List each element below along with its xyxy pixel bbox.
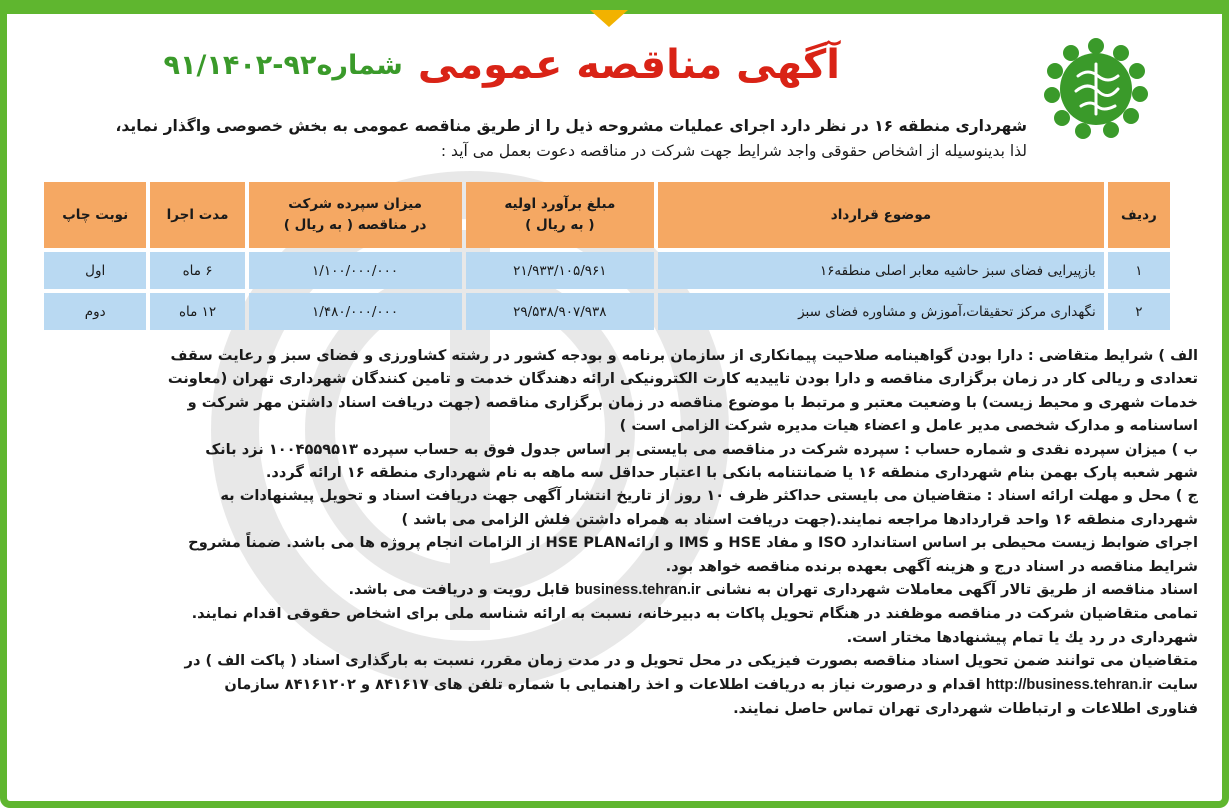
condition-line: الف ) شرایط متقاضی : دارا بودن گواهینامه صلاحیت پیمانکاری از سازمان برنامه و بودجه کشور در رشته کشاورزی و فضای سبز و رعایت سقف: [170, 347, 1198, 364]
cell-duration: ۱۲ ماه: [150, 293, 244, 330]
header-estimate-unit: ( به ریال ): [525, 217, 595, 233]
cell-subject: نگهداری مرکز تحقیقات،آموزش و مشاوره فضای سبز: [658, 293, 1104, 330]
tender-table: [40, 178, 1174, 334]
frame-pointer-icon: [590, 10, 628, 27]
intro-paragraph: [115, 114, 1027, 164]
condition-text: اسناد مناقصه از طریق تالار آگهی معاملات شهرداری تهران به نشانی: [705, 581, 1198, 599]
cell-duration: ۶ ماه: [150, 252, 244, 289]
condition-text: اقدام و درصورت نیاز به دریافت اطلاعات و اخذ راهنمایی با شماره تلفن های ۸۴۱۶۱۷ و ۸۴۱۶۱۲۰۲ سازمان: [224, 675, 981, 693]
condition-line: ج ) محل و مهلت ارائه اسناد : متقاضیان می بایستی حداکثر ظرف ۱۰ روز از تاریخ انتشار آگهی جهت دریافت اسناد و تحویل پیشنهادات به: [220, 487, 1198, 505]
cell-deposit: ۱/۱۰۰/۰۰۰/۰۰۰: [249, 252, 462, 289]
condition-line: شرایط مناقصه در اسناد درج و هزینه آگهی بعهده برنده مناقصه خواهد بود.: [665, 557, 1198, 575]
table-header-row: [44, 182, 1170, 248]
condition-line: شهرداری در رد یك یا تمام پیشنهادها مختار است.: [846, 628, 1198, 646]
conditions-section: [28, 344, 1198, 721]
condition-line: شهرداری منطقه ۱۶ واحد قراردادها مراجعه نمایند.(جهت دریافت اسناد به همراه داشتن فلش الزامی می باشد ): [401, 510, 1198, 528]
condition-line: تمامی متقاضیان شرکت در مناقصه موظفند در هنگام تحویل پاکات به دبیرخانه، نسبت به ارائه شناسه ملی برای اشخاص حقوقی اقدام نمایند.: [191, 605, 1198, 623]
condition-line: تعدادی و ریالی کار در زمان برگزاری مناقصه و دارا بودن تاییدیه کارت الکترونیکی ارائه دهندگان خدمت و تامین کنندگان شهرداری تهران (معاونت: [167, 370, 1198, 388]
table-row: [44, 252, 1170, 289]
condition-line: [28, 673, 1198, 697]
condition-line: خدمات شهری و محیط زیست) با وضعیت معتبر و مرتبط با موضوع مناقصه در زمان برگزاری مناقصه (جهت دریافت اسناد داشتن مهر شرکت و: [187, 393, 1198, 411]
condition-text: سایت: [1157, 675, 1198, 693]
table-row: [44, 293, 1170, 330]
cell-estimate: ۲۹/۵۳۸/۹۰۷/۹۳۸: [466, 293, 655, 330]
cell-print-turn: اول: [44, 252, 146, 289]
cell-row-no: ۲: [1108, 293, 1170, 330]
condition-line: ب ) میزان سپرده نقدی و شماره حساب : سپرده شرکت در مناقصه می بایستی بر اساس جدول فوق به حساب سپرده ۱۰۰۴۵۵۹۵۱۳ نزد بانک: [205, 440, 1198, 458]
ad-number: شماره۹۲-۹۱/۱۴۰۲: [163, 49, 403, 81]
header-row-no: ردیف: [1108, 182, 1170, 248]
ad-headline: [163, 42, 840, 104]
header-deposit-label: میزان سپرده شرکت: [288, 196, 422, 212]
header-deposit-unit: در مناقصه ( به ریال ): [283, 217, 427, 233]
header-duration: مدت اجرا: [150, 182, 244, 248]
cell-deposit: ۱/۴۸۰/۰۰۰/۰۰۰: [249, 293, 462, 330]
business-site-link[interactable]: business.tehran.ir: [574, 582, 701, 599]
condition-line: شهر شعبه پارک بهمن بنام شهرداری منطقه ۱۶ یا ضمانتنامه بانکی با اعتبار حداقل سه ماهه به نام شهرداری منطقه ۱۶ ارائه گردد.: [265, 464, 1198, 482]
condition-line: اساسنامه و مدارک شخصی مدیر عامل و اعضاء هیات مدیره شرکت الزامی است ): [619, 417, 1198, 435]
condition-line: فناوری اطلاعات و ارتباطات شهرداری تهران تماس حاصل نمایند.: [733, 700, 1198, 718]
header-deposit: [249, 182, 462, 248]
condition-line: [28, 578, 1198, 602]
cell-estimate: ۲۱/۹۳۳/۱۰۵/۹۶۱: [466, 252, 655, 289]
header-print-turn: نوبت چاپ: [44, 182, 146, 248]
header-subject: موضوع قرارداد: [658, 182, 1104, 248]
upload-site-link[interactable]: http://business.tehran.ir: [985, 676, 1153, 693]
cell-print-turn: دوم: [44, 293, 146, 330]
condition-line: متقاضیان می توانند ضمن تحویل اسناد مناقصه بصورت فیزیکی در محل تحویل و در مدت زمان مقرر، نسبت به بارگذاری اسناد ( پاکت الف ) در: [184, 652, 1198, 670]
cell-row-no: ۱: [1108, 252, 1170, 289]
header-estimate-label: مبلغ برآورد اولیه: [504, 196, 616, 212]
intro-line: لذا بدینوسیله از اشخاص حقوقی واجد شرایط جهت شرکت در مناقصه دعوت بعمل می آید :: [440, 142, 1027, 160]
condition-text: قابل رویت و دریافت می باشد.: [348, 581, 570, 599]
condition-line: اجرای ضوابط زیست محیطی بر اساس استاندارد ISO و مفاد HSE و IMS و ارائهHSE PLAN از الزامات انجام پروژه ها می باشد. ضمناً مشروح: [188, 534, 1198, 552]
intro-line: شهرداری منطقه ۱۶ در نظر دارد اجرای عملیات مشروحه ذیل را از طریق مناقصه عمومی به بخش خصوصی واگذار نماید،: [115, 117, 1027, 135]
header-estimate: [466, 182, 655, 248]
ad-title: آگهی مناقصه عمومی: [417, 42, 840, 88]
cell-subject: بازپیرایی فضای سبز حاشیه معابر اصلی منطقه۱۶: [658, 252, 1104, 289]
tehran-municipality-logo: [1043, 36, 1149, 142]
